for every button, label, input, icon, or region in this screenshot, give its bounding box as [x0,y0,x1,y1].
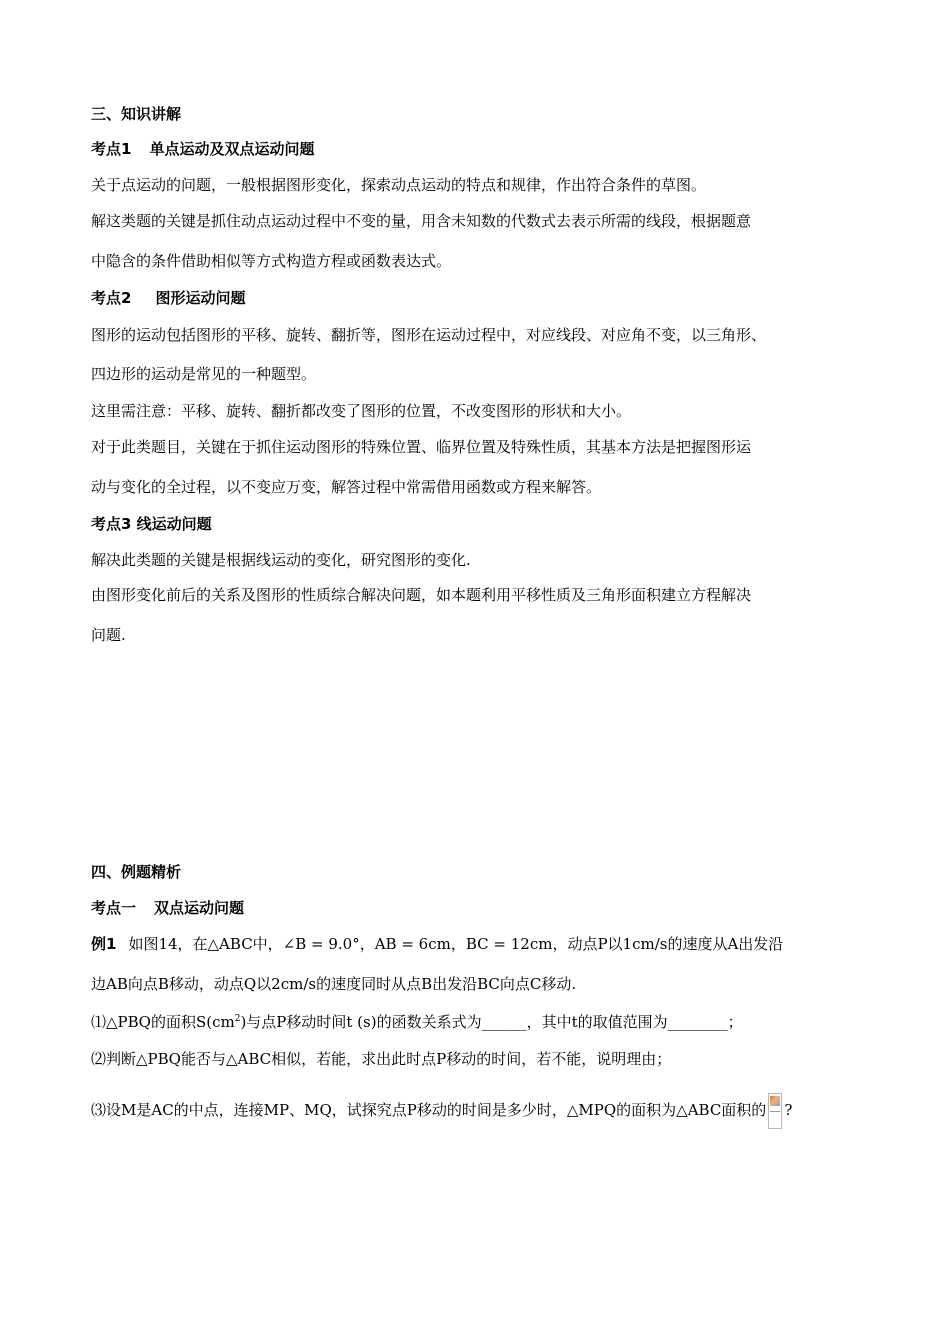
fraction-image-icon [768,1093,782,1129]
point-2-paragraph-1-line-2: 四边形的运动是常见的一种题型。 [91,365,317,383]
point-2-paragraph-3-line-1: 对于此类题目，关键在于抓住运动图形的特殊位置、临界位置及特殊性质，其基本方法是把握图形运 [91,438,752,456]
point-2-paragraph-3-line-2: 动与变化的全过程，以不变应万变，解答过程中常需借用函数或方程来解答。 [91,478,602,496]
point-2-label: 考点2 [91,289,132,307]
squared-superscript: 2 [234,1014,241,1024]
point-2-paragraph-2: 这里需注意：平移、旋转、翻折都改变了图形的位置，不改变图形的形状和大小。 [91,402,632,420]
example-1-line-1 [91,934,783,954]
point-3-title: 线运动问题 [136,515,212,533]
point-2-title: 图形运动问题 [155,289,246,307]
question-3-text-post: ? [784,1101,793,1119]
point-1-paragraph-2-line-2: 中隐含的条件借助相似等方式构造方程或函数表达式。 [91,252,452,270]
example-1-line-2: 边AB向点B移动，动点Q以2cm/s的速度同时从点B出发沿BC向点C移动. [91,975,577,993]
point-1-paragraph-2-line-1: 解这类题的关键是抓住动点运动过程中不变的量，用含未知数的代数式去表示所需的线段，根据题意 [91,212,752,230]
point-3-paragraph-2-line-1: 由图形变化前后的关系及图形的性质综合解决问题，如本题利用平移性质及三角形面积建立方程解决 [91,586,752,604]
example-point-title: 双点运动问题 [154,899,245,917]
point-3-heading [91,514,212,534]
question-1-text-pre: ⑴△PBQ的面积S(cm [91,1013,235,1031]
point-3-label: 考点3 [91,515,132,533]
point-2-paragraph-1-line-1: 图形的运动包括图形的平移、旋转、翻折等，图形在运动过程中，对应线段、对应角不变，以三角形、 [91,326,767,344]
example-1-text-line-1: 如图14，在△ABC中，∠B = 9.0°，AB = 6cm，BC = 12cm，动点P以1cm/s的速度从A出发沿 [128,935,784,953]
section-heading-knowledge: 三、知识讲解 [91,105,182,123]
point-1-title: 单点运动及双点运动问题 [149,140,315,158]
example-1-question-2: ⑵判断△PBQ能否与△ABC相似，若能，求出此时点P移动的时间，若不能，说明理由； [91,1050,672,1068]
example-point-heading [91,898,244,918]
point-1-heading [91,139,314,159]
question-1-text-post: )与点P移动时间t (s)的函数关系式为______，其中t的取值范围为________； [240,1013,743,1031]
example-point-label: 考点一 [91,899,137,917]
point-2-heading [91,288,245,308]
point-3-paragraph-1: 解决此类题的关键是根据线运动的变化，研究图形的变化. [91,551,471,569]
broken-image-icon [770,1096,780,1106]
example-1-question-3 [91,1092,792,1129]
point-1-paragraph-1: 关于点运动的问题，一般根据图形变化，探索动点运动的特点和规律，作出符合条件的草图。 [91,176,707,194]
fraction-bar [770,1111,780,1112]
example-1-label: 例1 [91,935,117,953]
point-3-paragraph-2-line-2: 问题. [91,626,126,644]
point-1-label: 考点1 [91,140,132,158]
question-3-text-pre: ⑶设M是AC的中点，连接MP、MQ，试探究点P移动的时间是多少时，△MPQ的面积为△ABC面积的 [91,1101,767,1119]
section-heading-examples: 四、例题精析 [91,863,182,881]
example-1-question-1 [91,1012,743,1032]
